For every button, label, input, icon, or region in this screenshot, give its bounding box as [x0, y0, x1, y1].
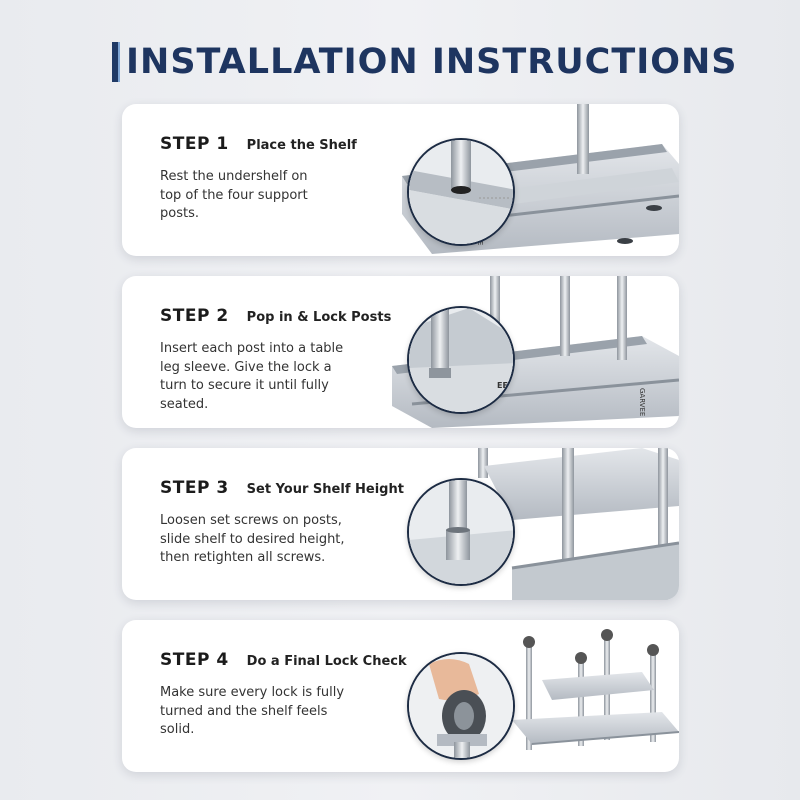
post-sleeve-zoom-icon [407, 478, 515, 586]
step-number: STEP 3 [160, 478, 229, 498]
step-number: STEP 2 [160, 306, 229, 326]
step-description: Loosen set screws on posts, slide shelf to desired height, then retighten all screws. [160, 513, 345, 565]
step-card-4 [122, 620, 679, 772]
step-title: Pop in & Lock Posts [246, 310, 392, 325]
svg-text:EE: EE [497, 381, 508, 390]
table-leg-zoom-icon [407, 306, 515, 414]
step-number: STEP 1 [160, 134, 229, 154]
step-card-2 [122, 276, 679, 428]
header-accent-bar [112, 42, 118, 82]
step-description: Make sure every lock is fully turned and the shelf feels solid. [160, 685, 345, 737]
step-description: Insert each post into a table leg sleeve. Give the lock a turn to secure it until fully seated. [160, 341, 344, 412]
step-number: STEP 4 [160, 650, 229, 670]
step-text-2 [160, 306, 390, 414]
page-header [112, 38, 737, 86]
post-insertion-zoom-icon [407, 138, 515, 246]
page-title: INSTALLATION INSTRUCTIONS [126, 42, 738, 82]
step-title: Place the Shelf [246, 138, 357, 153]
caster-wheel-zoom-icon [407, 652, 515, 760]
step-description: Rest the undershelf on top of the four support posts. [160, 169, 308, 221]
step-card-3 [122, 448, 679, 600]
step-text-4 [160, 650, 407, 740]
step-title: Set Your Shelf Height [246, 482, 404, 497]
step-card-1 [122, 104, 679, 256]
brand-mark: GARVEE [638, 388, 646, 417]
step-title: Do a Final Lock Check [246, 654, 407, 669]
step-text-1 [160, 134, 390, 224]
step-text-3 [160, 478, 404, 568]
